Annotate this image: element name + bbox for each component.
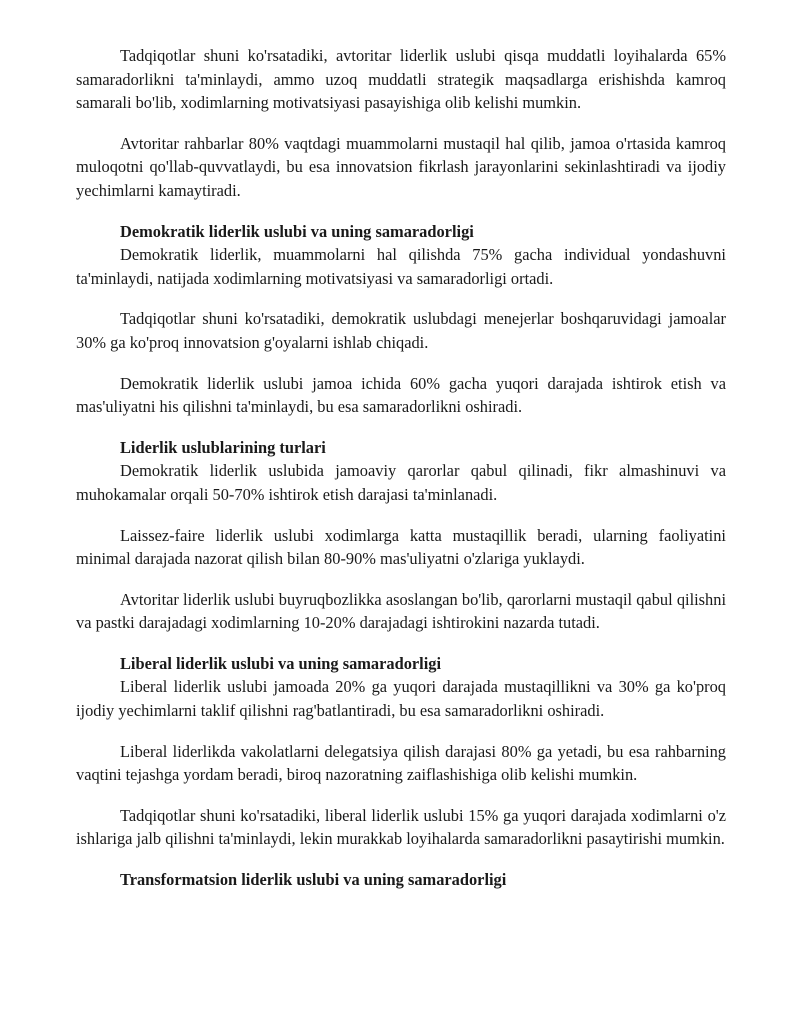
paragraph: Liberal liderlik uslubi jamoada 20% ga yuqori darajada mustaqillikni va 30% ga ko'proq ijodiy yechimlarni taklif qilishni rag'batlantiradi, bu esa samaradorlikni oshiradi. bbox=[76, 677, 726, 721]
paragraph: Avtoritar liderlik uslubi buyruqbozlikka asoslangan bo'lib, qarorlarni mustaqil qabul qilishni va pastki darajadagi xodimlarning 10-20% darajadagi ishtirokini nazarda tutadi. bbox=[76, 589, 726, 633]
section-heading: Liberal liderlik uslubi va uning samaradorligi bbox=[120, 653, 442, 673]
paragraph: Laissez-faire liderlik uslubi xodimlarga katta mustaqillik beradi, ularning faoliyatini minimal darajada nazorat qilish bilan 80-90% mas'uliyatni o'zlariga yuklaydi. bbox=[76, 525, 726, 569]
paragraph: Avtoritar rahbarlar 80% vaqtdagi muammolarni mustaqil hal qilib, jamoa o'rtasida kamroq muloqotni qo'llab-quvvatlaydi, bu esa innovatsion fikrlash jarayonlarini sekinlashtiradi va ijodiy yechimlarni kamaytiradi. bbox=[76, 133, 726, 200]
section-heading: Liderlik uslublarining turlari bbox=[120, 437, 326, 457]
paragraph: Demokratik liderlik, muammolarni hal qilishda 75% gacha individual yondashuvni ta'minlaydi, natijada xodimlarning motivatsiyasi va samaradorligi ortadi. bbox=[76, 245, 726, 288]
paragraph: Demokratik liderlik uslubida jamoaviy qarorlar qabul qilinadi, fikr almashinuvi va muhokamalar orqali 50-70% ishtirok etish darajasi ta'minlanadi. bbox=[76, 461, 726, 504]
section-heading: Demokratik liderlik uslubi va uning samaradorligi bbox=[120, 221, 474, 241]
paragraph: Demokratik liderlik uslubi jamoa ichida 60% gacha yuqori darajada ishtirok etish va mas'uliyatni his qilishni ta'minlaydi, bu esa samaradorlikni oshiradi. bbox=[76, 373, 726, 417]
section-heading: Transformatsion liderlik uslubi va uning samaradorligi bbox=[120, 870, 507, 890]
document-page bbox=[76, 44, 726, 892]
paragraph: Tadqiqotlar shuni ko'rsatadiki, demokratik uslubdagi menejerlar boshqaruvidagi jamoalar 30% ga ko'proq innovatsion g'oyalarni ishlab chiqadi. bbox=[76, 309, 726, 352]
paragraph: Tadqiqotlar shuni ko'rsatadiki, liberal liderlik uslubi 15% ga yuqori darajada xodimlarni o'z ishlariga jalb qilishni ta'minlaydi, lekin murakkab loyihalarda samaradorlikni pasaytirishi mumkin. bbox=[76, 805, 726, 849]
paragraph: Tadqiqotlar shuni ko'rsatadiki, avtoritar liderlik uslubi qisqa muddatli loyihalarda 65% samaradorlikni ta'minlaydi, ammo uzoq muddatli strategik maqsadlarga erishishda kamroq samarali bo'lib, xodimlarning motivatsiyasi pasayishiga olib kelishi mumkin. bbox=[76, 46, 726, 113]
paragraph: Liberal liderlikda vakolatlarni delegatsiya qilish darajasi 80% ga yetadi, bu esa rahbarning vaqtini tejashga yordam beradi, biroq nazoratning zaiflashishiga olib kelishi mumkin. bbox=[76, 741, 726, 785]
